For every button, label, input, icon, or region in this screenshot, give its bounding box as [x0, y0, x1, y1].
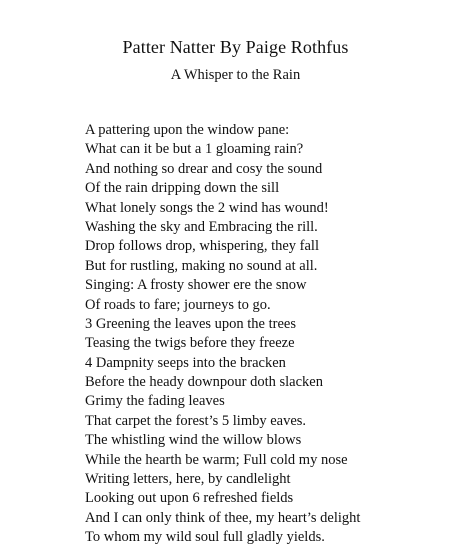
poem-line: 3 Greening the leaves upon the trees [85, 315, 296, 332]
poem-line: But for rustling, making no sound at all. [85, 257, 318, 274]
poem-body [85, 121, 465, 548]
poem-line: Drop follows drop, whispering, they fall [85, 238, 319, 255]
poem-line: 4 Dampnity seeps into the bracken [85, 354, 286, 371]
poem-line: Writing letters, here, by candlelight [85, 471, 291, 488]
poem-line: Washing the sky and Embracing the rill. [85, 218, 318, 235]
poem-line: Singing: A frosty shower ere the snow [85, 277, 307, 294]
poem-line: Teasing the twigs before they freeze [85, 335, 295, 352]
poem-line: And I can only think of thee, my heart’s delight [85, 509, 361, 526]
poem-line: What can it be but a 1 gloaming rain? [85, 141, 304, 158]
poem-line: Looking out upon 6 refreshed fields [85, 490, 294, 507]
document-title: Patter Natter By Paige Rothfus [122, 37, 349, 57]
poem-line: Before the heady downpour doth slacken [85, 374, 323, 391]
poem-line: That carpet the forest’s 5 limby eaves. [85, 412, 307, 429]
poem-line: While the hearth be warm; Full cold my nose [85, 451, 348, 468]
poem-line: And nothing so drear and cosy the sound [85, 160, 323, 177]
poem-line: A pattering upon the window pane: [85, 122, 290, 138]
poem-line: What lonely songs the 2 wind has wound! [85, 199, 329, 216]
poem-line: Grimy the fading leaves [85, 393, 225, 410]
poem-line: Of the rain dripping down the sill [85, 180, 280, 197]
poem-line: To whom my wild soul full gladly yields. [85, 529, 325, 546]
document-subtitle: A Whisper to the Rain [170, 67, 301, 83]
poem-line: Of roads to fare; journeys to go. [85, 296, 271, 313]
poem-line: The whistling wind the willow blows [85, 432, 302, 449]
